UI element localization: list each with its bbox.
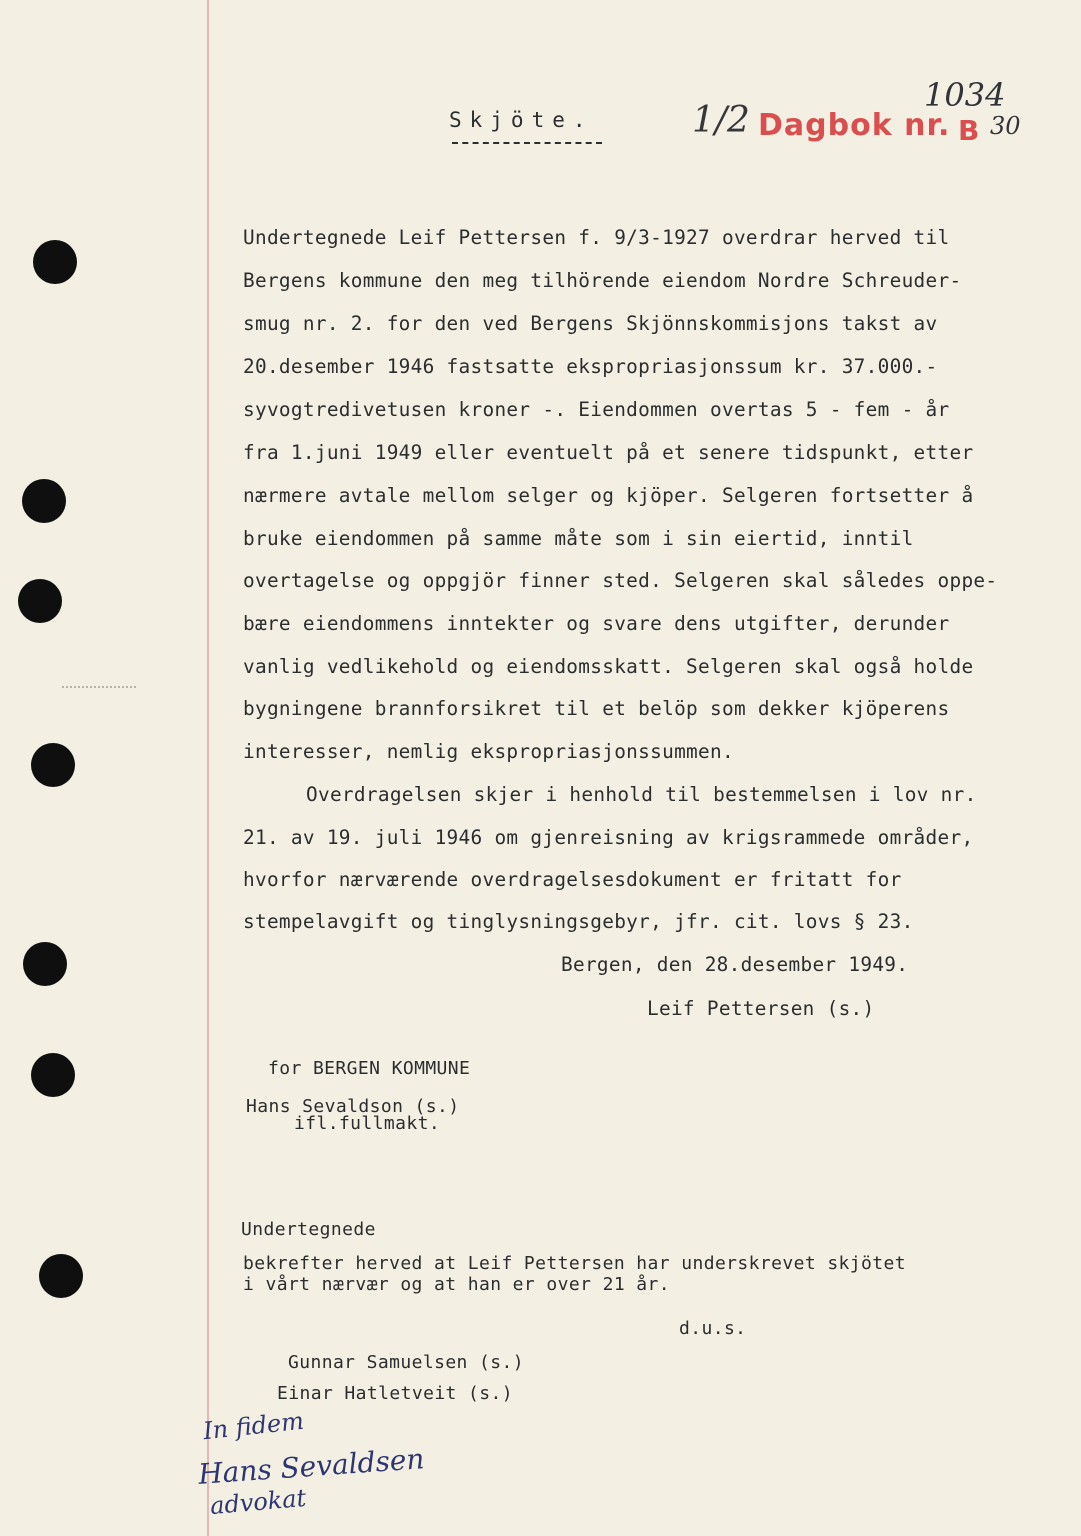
diary-letter: B bbox=[958, 114, 980, 147]
witness-heading: Undertegnede bbox=[241, 1219, 376, 1240]
buyer-label: for BERGEN KOMMUNE bbox=[268, 1058, 471, 1079]
handwritten-note-line: In fidem bbox=[201, 1406, 306, 1446]
buyer-authority: ifl.fullmakt. bbox=[294, 1113, 441, 1134]
witness-closing: d.u.s. bbox=[679, 1318, 747, 1339]
punch-hole bbox=[39, 1254, 83, 1298]
margin-line bbox=[207, 0, 209, 1536]
body-line: nærmere avtale mellom selger og kjöper. Selgeren fortsetter å bbox=[243, 484, 974, 507]
body-line: Undertegnede Leif Pettersen f. 9/3-1927 overdrar herved til bbox=[243, 226, 950, 249]
diary-number: 1034 bbox=[924, 76, 1006, 114]
punch-hole bbox=[31, 1053, 75, 1097]
body-line: vanlig vedlikehold og eiendomsskatt. Selgeren skal også holde bbox=[243, 655, 974, 678]
body-line: 20.desember 1946 fastsatte ekspropriasjonssum kr. 37.000.- bbox=[243, 355, 938, 378]
buyer-signatory: Hans Sevaldson (s.) bbox=[246, 1096, 460, 1117]
punch-hole bbox=[33, 240, 77, 284]
body-line: bruke eiendommen på samme måte som i sin eiertid, inntil bbox=[243, 527, 914, 550]
handwritten-signature: Hans Sevaldsen bbox=[197, 1442, 426, 1491]
body-line: 21. av 19. juli 1946 om gjenreisning av krigsrammede områder, bbox=[243, 826, 974, 849]
diary-stamp: Dagbok nr. bbox=[758, 108, 951, 143]
body-line: syvogtredivetusen kroner -. Eiendommen overtas 5 - fem - år bbox=[243, 398, 950, 421]
body-line: Bergens kommune den meg tilhörende eiendom Nordre Schreuder- bbox=[243, 269, 962, 292]
body-line: interesser, nemlig ekspropriasjonssummen. bbox=[243, 740, 734, 763]
body-line: Overdragelsen skjer i henhold til bestemmelsen i lov nr. bbox=[306, 783, 977, 806]
stamp-fraction: 1/2 bbox=[692, 100, 750, 141]
punch-hole bbox=[31, 743, 75, 787]
witness-line: i vårt nærvær og at han er over 21 år. bbox=[243, 1274, 671, 1295]
body-line: smug nr. 2. for den ved Bergens Skjönnskommisjons takst av bbox=[243, 312, 938, 335]
pencil-mark bbox=[62, 686, 136, 688]
witness-line: bekrefter herved at Leif Pettersen har underskrevet skjötet bbox=[243, 1253, 906, 1274]
document-title: Skjöte. bbox=[449, 108, 594, 132]
body-line: hvorfor nærværende overdragelsesdokument er fritatt for bbox=[243, 868, 902, 891]
place-date: Bergen, den 28.desember 1949. bbox=[561, 953, 909, 976]
witness-name: Einar Hatletveit (s.) bbox=[277, 1383, 513, 1404]
body-line: bære eiendommens inntekter og svare dens utgifter, derunder bbox=[243, 612, 950, 635]
body-line: fra 1.juni 1949 eller eventuelt på et senere tidspunkt, etter bbox=[243, 441, 974, 464]
punch-hole bbox=[22, 479, 66, 523]
punch-hole bbox=[23, 942, 67, 986]
handwritten-note-line: advokat bbox=[208, 1483, 308, 1521]
title-underline bbox=[452, 142, 602, 144]
seller-signature: Leif Pettersen (s.) bbox=[647, 997, 875, 1020]
body-line: overtagelse og oppgjör finner sted. Selgeren skal således oppe- bbox=[243, 569, 998, 592]
body-line: bygningene brannforsikret til et belöp som dekker kjöperens bbox=[243, 697, 950, 720]
punch-hole bbox=[18, 579, 62, 623]
witness-name: Gunnar Samuelsen (s.) bbox=[288, 1352, 524, 1373]
diary-suffix: 30 bbox=[990, 112, 1021, 140]
body-line: stempelavgift og tinglysningsgebyr, jfr. cit. lovs § 23. bbox=[243, 910, 914, 933]
